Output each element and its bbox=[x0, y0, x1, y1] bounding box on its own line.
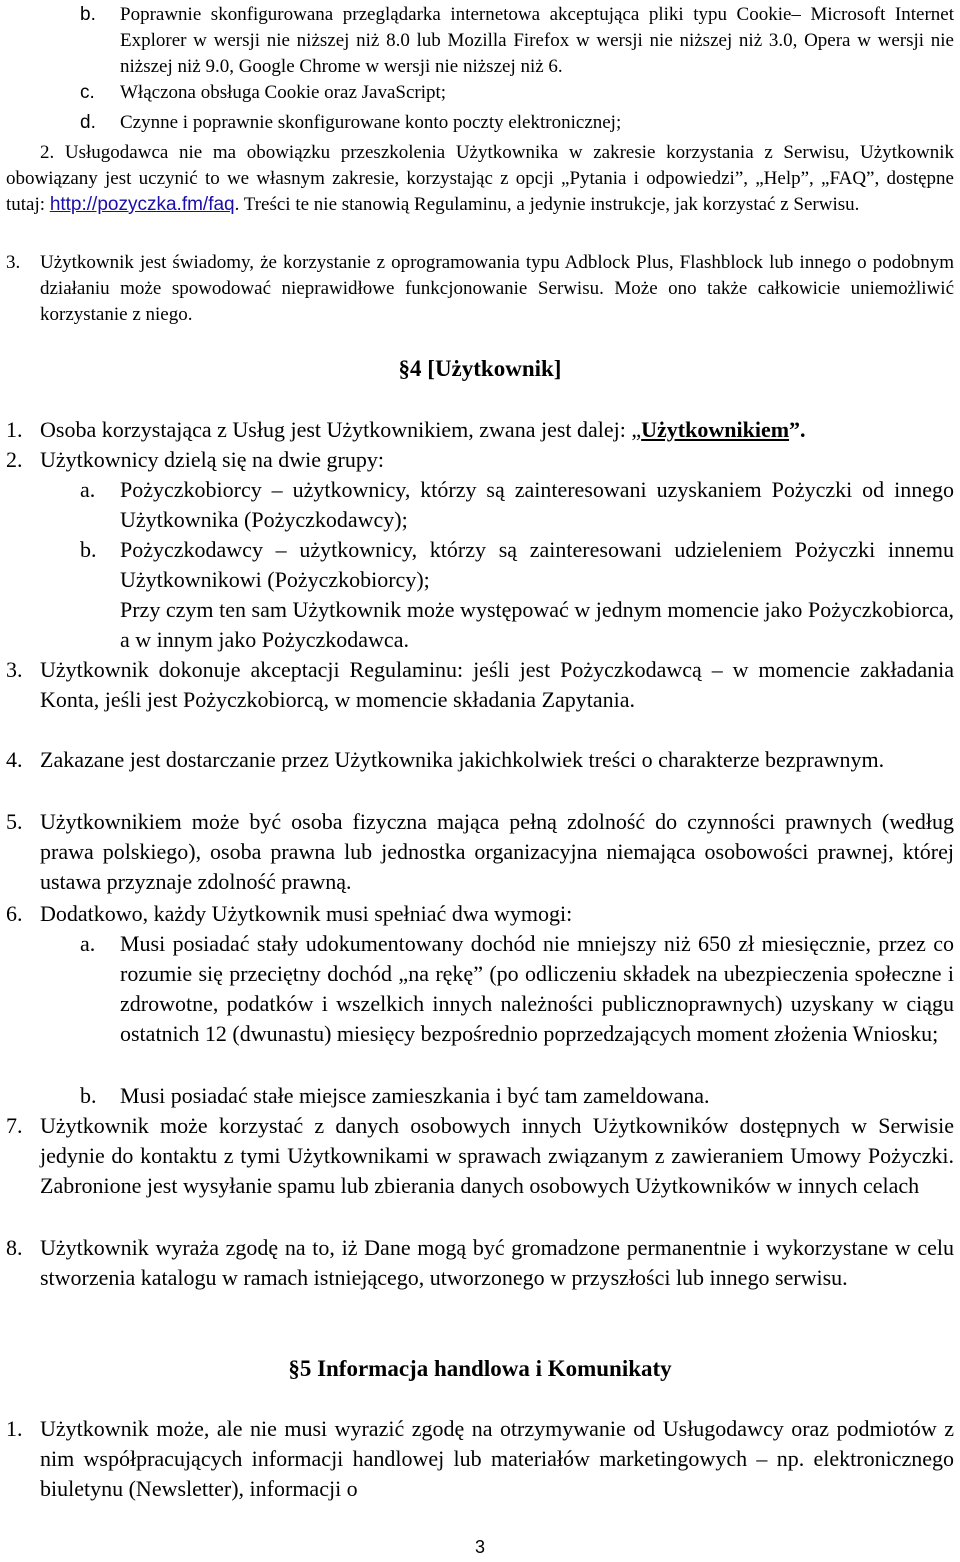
list-item-cookies: Włączona obsługa Cookie oraz JavaScript; bbox=[120, 82, 447, 103]
list-marker: a. bbox=[80, 931, 96, 956]
paragraph-training bbox=[6, 140, 954, 218]
list-marker: 4. bbox=[6, 747, 23, 772]
list-item-browser: Poprawnie skonfigurowana przeglądarka internetowa akceptująca pliki typu Cookie– Microsoft Internet Explorer w wersji nie niższej niż 8.0 lub Mozilla Firefox w wersji nie niższej niż 3.0, Opera w wersji nie niższej niż 9.0, Google Chrome w wersji nie niższej niż 6. bbox=[120, 4, 954, 77]
list-marker: c. bbox=[80, 82, 95, 103]
list-marker: b. bbox=[80, 537, 97, 562]
list-item-personal-data: Użytkownik może korzystać z danych osobowych innych Użytkowników dostępnych w Serwisie jedynie do kontaktu z tymi Użytkownikami w sprawach związanym z zawieraniem Umowy Pożyczki. Zabronione jest wysyłanie spamu lub zbierania danych osobowych Użytkowników w innych celach bbox=[40, 1113, 954, 1198]
list-item-definition bbox=[40, 415, 954, 445]
paragraph-text: Usługodawca nie ma obowiązku przeszkolenia Użytkownika w zakresie korzystania z Serwisu, Użytkownik obowiązany jest uczynić to we własnym zakresie, korzystając z opcji „Pytania i odpowiedzi”, „Help”, „FAQ”, dostępne tutaj: bbox=[6, 142, 954, 215]
list-marker: d. bbox=[80, 112, 96, 133]
paragraph-adblock: Użytkownik jest świadomy, że korzystanie z oprogramowania typu Adblock Plus, Flashblock lub innego o podobnym działaniu może spowodować nieprawidłowe funkcjonowanie Serwisu. Może ono także całkowicie uniemożliwić korzystanie z niego. bbox=[40, 252, 954, 325]
list-marker: 5. bbox=[6, 809, 23, 834]
list-item-requirements: Dodatkowo, każdy Użytkownik musi spełniać dwa wymogi: bbox=[40, 901, 573, 926]
list-marker: 6. bbox=[6, 901, 23, 926]
list-item-residence: Musi posiadać stałe miejsce zamieszkania i być tam zameldowana. bbox=[120, 1083, 710, 1108]
list-item-eligibility: Użytkownikiem może być osoba fizyczna mająca pełną zdolność do czynności prawnych (według prawa polskiego), osoba prawna lub jednostka organizacyjna niemająca osobowości prawnej, której ustawa przyznaje zdolność prawną. bbox=[40, 809, 954, 894]
list-marker: 1. bbox=[6, 1416, 23, 1441]
page-number: 3 bbox=[474, 1537, 485, 1557]
list-item-groups: Użytkownicy dzielą się na dwie grupy: bbox=[40, 447, 384, 472]
list-marker: b. bbox=[80, 4, 96, 25]
list-marker: 2. bbox=[6, 447, 23, 472]
item-text: ”. bbox=[789, 417, 806, 442]
faq-link[interactable]: http://pozyczka.fm/faq bbox=[49, 194, 235, 215]
list-item-data-consent: Użytkownik wyraża zgodę na to, iż Dane mogą być gromadzone permanentnie i wykorzystane w celu stworzenia katalogu w ramach istniejącego, utworzonego w przyszłości lub innego serwisu. bbox=[40, 1235, 954, 1290]
section-heading: §5 Informacja handlowa i Komunikaty bbox=[288, 1356, 672, 1381]
list-marker: a. bbox=[80, 477, 96, 502]
defined-term: Użytkownikiem bbox=[641, 417, 790, 442]
section-heading: §4 [Użytkownik] bbox=[398, 356, 562, 381]
list-item-lenders: Pożyczkodawcy – użytkownicy, którzy są zainteresowani udzieleniem Pożyczki innemu Użytkownikowi (Pożyczkobiorcy); bbox=[120, 537, 954, 592]
list-item-marketing-consent: Użytkownik może, ale nie musi wyrazić zgodę na otrzymywanie od Usługodawcy oraz podmiotów z nim współpracujących informacji handlowej lub materiałów marketingowych – np. elektronicznego biuletynu (Newsletter), informacji o bbox=[40, 1416, 954, 1501]
paragraph-marker: 2. bbox=[40, 142, 55, 163]
list-marker: 1. bbox=[6, 417, 23, 442]
item-text: Osoba korzystająca z Usług jest Użytkownikiem, zwana jest dalej: „ bbox=[40, 417, 642, 442]
list-item-prohibited-content: Zakazane jest dostarczanie przez Użytkownika jakichkolwiek treści o charakterze bezprawnym. bbox=[40, 747, 885, 772]
paragraph-text: . Treści te nie stanowią Regulaminu, a jedynie instrukcje, jak korzystać z Serwisu. bbox=[234, 194, 860, 215]
list-item-note: Przy czym ten sam Użytkownik może występować w jednym momencie jako Pożyczkobiorca, a w innym jako Pożyczkodawca. bbox=[120, 597, 954, 652]
list-marker: b. bbox=[80, 1083, 97, 1108]
list-item-income: Musi posiadać stały udokumentowany dochód nie mniejszy niż 650 zł miesięcznie, przez co rozumie się przeciętny dochód „na rękę” (po odliczeniu składek na ubezpieczenia społeczne i zdrowotne, podatków i wszelkich innych należności publicznoprawnych) uzyskany w ciągu ostatnich 12 (dwunastu) miesięcy bezpośrednio poprzedzających moment złożenia Wniosku; bbox=[120, 931, 954, 1046]
list-marker: 7. bbox=[6, 1113, 23, 1138]
list-item-borrowers: Pożyczkobiorcy – użytkownicy, którzy są zainteresowani uzyskaniem Pożyczki od innego Użytkownika (Pożyczkodawcy); bbox=[120, 477, 954, 532]
paragraph-marker: 3. bbox=[6, 252, 21, 273]
list-marker: 3. bbox=[6, 657, 23, 682]
list-item-email: Czynne i poprawnie skonfigurowane konto poczty elektronicznej; bbox=[120, 112, 622, 133]
list-marker: 8. bbox=[6, 1235, 23, 1260]
list-item-acceptance: Użytkownik dokonuje akceptacji Regulaminu: jeśli jest Pożyczkodawcą – w momencie zakładania Konta, jeśli jest Pożyczkobiorcą, w momencie składania Zapytania. bbox=[40, 657, 954, 712]
